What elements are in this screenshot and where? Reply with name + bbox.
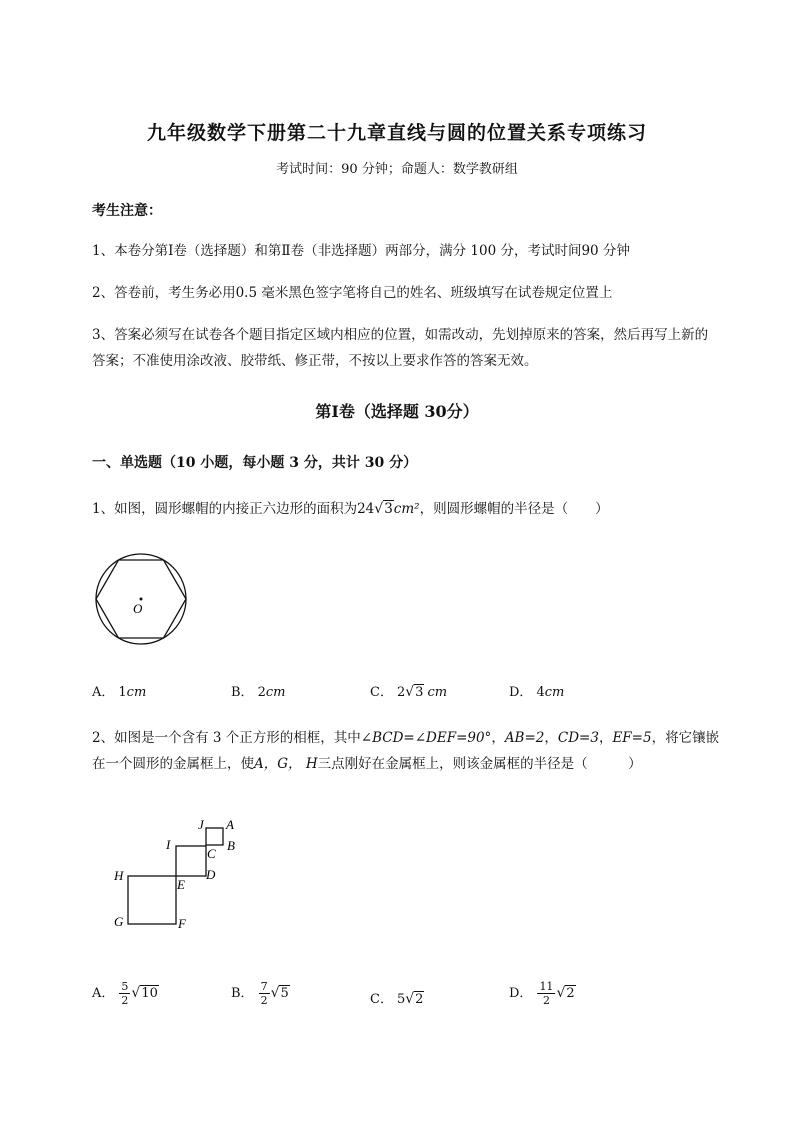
question-2-text: [92, 725, 732, 777]
q1-option-a-label: A．: [92, 685, 115, 700]
q2-option-a-sqrt: √10: [131, 985, 158, 1001]
q2-option-c-sqrt-arg: 2: [415, 992, 424, 1007]
q2-points: A，G， H: [254, 756, 318, 772]
q2-label-b: B: [227, 838, 235, 853]
q1-option-a-unit: cm: [126, 685, 147, 700]
q2-option-b-sqrt-arg: 5: [280, 986, 289, 1001]
q2-option-a[interactable]: [92, 980, 159, 1007]
q1-unit: cm²: [393, 501, 420, 517]
q2-medium-square: [176, 846, 206, 876]
q2-label-e: E: [177, 877, 185, 892]
q2-option-c-value: 5: [396, 992, 406, 1007]
q2-label-a: A: [226, 817, 234, 832]
q1-option-c[interactable]: [370, 681, 447, 700]
question-1-text: [92, 496, 609, 522]
q1-option-c-sqrt: √3: [405, 684, 424, 700]
q1-option-b-unit: cm: [265, 685, 286, 700]
q2-ef: EF=5: [612, 730, 652, 746]
q2-cd: CD=3: [557, 730, 599, 746]
q2-option-a-num: 5: [121, 980, 129, 993]
q1-sqrt: √3: [374, 501, 393, 517]
q2-text-4: 三点刚好在金属框上，则该金属框的半径是（ ）: [317, 756, 642, 772]
q2-option-c-label: C．: [370, 992, 393, 1007]
q2-option-d-sqrt-arg: 2: [566, 986, 575, 1001]
q2-option-b-sqrt: √5: [270, 985, 289, 1001]
q2-option-b-den: 2: [260, 994, 268, 1007]
q2-option-d-label: D．: [509, 986, 533, 1001]
q1-option-a-value: 1: [118, 685, 127, 700]
q2-label-c: C: [207, 846, 216, 861]
page-title: 九年级数学下册第二十九章直线与圆的位置关系专项练习: [146, 122, 647, 144]
q2-text-2: ，: [491, 730, 505, 746]
q2-option-b-frac: [259, 980, 270, 1007]
q1-option-b-label: B．: [231, 685, 254, 700]
section-title: 第Ⅰ卷（选择题 30分）: [315, 402, 479, 421]
q1-option-c-value: 2: [396, 685, 406, 700]
q2-option-a-frac: [119, 980, 130, 1007]
q2-label-i: I: [166, 837, 171, 852]
q2-angles: ∠BCD=∠DEF=90°: [360, 730, 492, 746]
q2-option-d-frac: [537, 980, 555, 1007]
q2-large-square: [128, 876, 176, 924]
notice-item-2: 2、答卷前，考生务必用0.5 毫米黑色签字笔将自己的姓名、班级填写在试卷规定位置上: [92, 285, 613, 301]
q2-option-b-label: B．: [231, 986, 254, 1001]
part-title: 一、单选题（10 小题，每小题 3 分，共计 30 分）: [92, 455, 418, 471]
q1-option-d-label: D．: [509, 685, 533, 700]
q1-option-d-unit: cm: [544, 685, 565, 700]
q2-option-c[interactable]: [370, 988, 424, 1007]
q1-sqrt-arg: 3: [384, 501, 393, 517]
notice-item-3: 3、答案必须写在试卷各个题目指定区域内相应的位置，如需改动，先划掉原来的答案，然后再写上新的答案；不准使用涂改液、胶带纸、修正带，不按以上要求作答的答案无效。: [92, 327, 709, 369]
q1-option-c-label: C．: [370, 685, 393, 700]
q2-small-square: [206, 828, 223, 845]
q2-label-j: J: [198, 817, 204, 832]
q1-suffix: ，则圆形螺帽的半径是（ ）: [419, 501, 609, 517]
q2-option-a-label: A．: [92, 986, 115, 1001]
q2-option-d-num: 11: [539, 980, 554, 993]
q2-option-d-den: 2: [542, 994, 550, 1007]
q2-text-1: 2、如图是一个含有 3 个正方形的相框，其中: [92, 730, 361, 746]
q1-center-label: O: [133, 601, 143, 616]
q2-label-d: D: [206, 867, 216, 882]
q2-ab: AB=2: [504, 730, 545, 746]
exam-info: 考试时间：90 分钟；命题人：数学教研组: [276, 162, 518, 177]
q2-option-a-den: 2: [121, 994, 129, 1007]
q1-option-b-value: 2: [257, 685, 266, 700]
q2-option-b-num: 7: [260, 980, 268, 993]
q2-text-3: ，将它镶嵌在一个圆形的金属框上，使: [92, 730, 720, 772]
q1-option-a[interactable]: [92, 681, 146, 700]
q1-prefix: 1、如图，圆形螺帽的内接正六边形的面积为24: [92, 501, 375, 517]
q2-label-g: G: [114, 914, 124, 929]
q1-option-d[interactable]: [509, 681, 564, 700]
q1-option-c-unit: cm: [427, 685, 448, 700]
q2-sep-1: ，: [544, 730, 558, 746]
q2-label-f: F: [178, 916, 186, 931]
q1-figure: [92, 552, 192, 648]
q2-option-d[interactable]: [509, 980, 576, 1007]
notice-heading: 考生注意：: [92, 203, 162, 219]
q2-figure: [108, 812, 268, 937]
q2-option-d-sqrt: √2: [556, 985, 575, 1001]
notice-item-1: 1、本卷分第Ⅰ卷（选择题）和第Ⅱ卷（非选择题）两部分，满分 100 分，考试时间90 分钟: [92, 243, 630, 259]
q2-option-c-sqrt: √2: [405, 991, 424, 1007]
q1-option-d-value: 4: [536, 685, 545, 700]
q2-option-b[interactable]: [231, 980, 290, 1007]
q1-option-b[interactable]: [231, 681, 285, 700]
q1-option-c-sqrt-arg: 3: [415, 685, 424, 700]
q2-sep-2: ，: [598, 730, 613, 746]
q2-label-h: H: [114, 868, 124, 883]
q2-option-a-sqrt-arg: 10: [141, 986, 158, 1001]
